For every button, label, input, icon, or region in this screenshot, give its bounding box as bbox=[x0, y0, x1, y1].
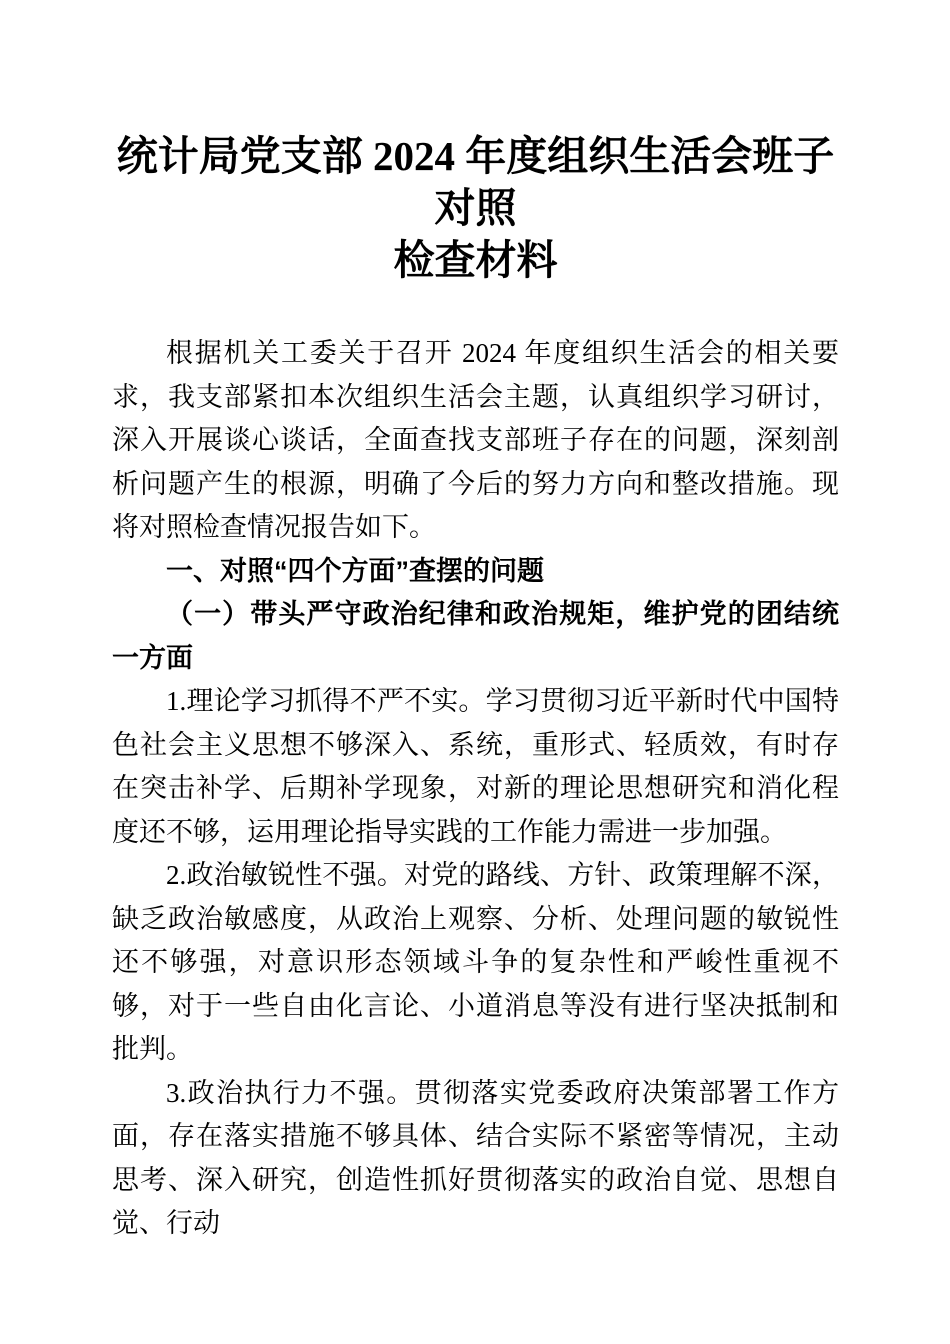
issue-paragraph-1: 1.理论学习抓得不严不实。学习贯彻习近平新时代中国特色社会主义思想不够深入、系统，重形式、轻质效，有时存在突击补学、后期补学现象，对新的理论思想研究和消化程度还不够，运用理论指导实践的工作能力需进一步加强。 bbox=[112, 686, 839, 847]
section-1-heading: 一、对照“四个方面”查摆的问题 bbox=[166, 555, 544, 586]
document-body bbox=[112, 130, 839, 1246]
intro-paragraph: 根据机关工委关于召开 2024 年度组织生活会的相关要求，我支部紧扣本次组织生活会主题，认真组织学习研讨，深入开展谈心谈话，全面查找支部班子存在的问题，深刻剖析问题产生的根源，明确了今后的努力方向和整改措施。现将对照检查情况报告如下。 bbox=[112, 338, 839, 542]
document-title bbox=[112, 130, 839, 286]
document-title-line-2: 检查材料 bbox=[393, 237, 558, 283]
subsection-1-heading: （一）带头严守政治纪律和政治规矩，维护党的团结统一方面 bbox=[112, 599, 839, 673]
issue-paragraph-3: 3.政治执行力不强。贯彻落实党委政府决策部署工作方面，存在落实措施不够具体、结合实际不紧密等情况，主动思考、深入研究，创造性抓好贯彻落实的政治自觉、思想自觉、行动 bbox=[112, 1077, 839, 1238]
issue-paragraph-2: 2.政治敏锐性不强。对党的路线、方针、政策理解不深，缺乏政治敏感度，从政治上观察、分析、处理问题的敏锐性还不够强，对意识形态领域斗争的复杂性和严峻性重视不够，对于一些自由化言论、小道消息等没有进行坚决抵制和批判。 bbox=[112, 860, 839, 1064]
document-title-line-1: 统计局党支部 2024 年度组织生活会班子对照 bbox=[116, 133, 835, 231]
